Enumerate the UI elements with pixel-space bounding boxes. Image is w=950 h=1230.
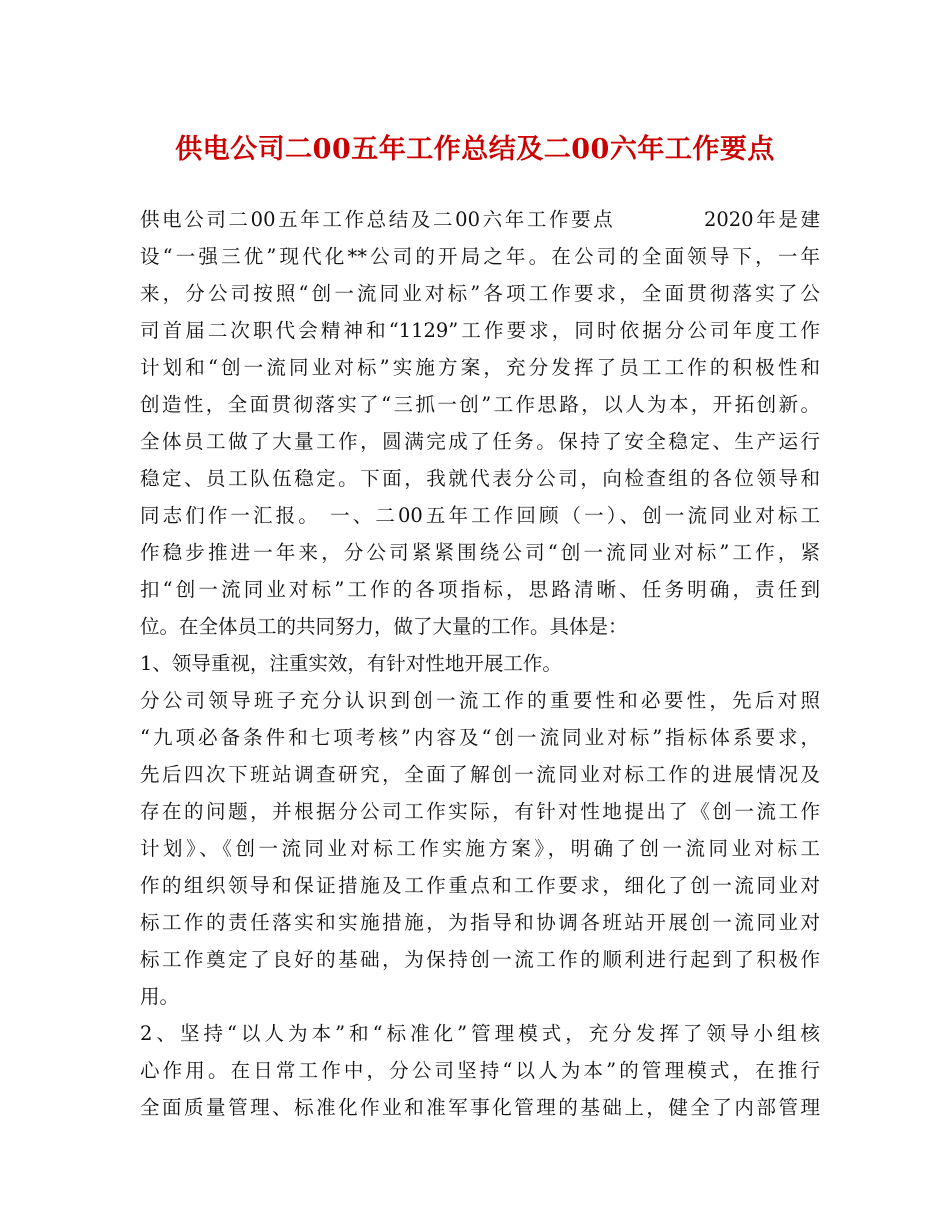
body-line: 用。 xyxy=(140,985,180,1008)
body-line: 先后四次下班站调查研究，全面了解创一流同业对标工作的进展情况及 xyxy=(140,763,820,786)
body-line: 稳定、员工队伍稳定。下面，我就代表分公司，向检查组的各位领导和 xyxy=(140,467,820,490)
body-line: 供电公司二00五年工作总结及二00六年工作要点 2020年是建 xyxy=(140,208,820,231)
body-line: 分公司领导班子充分认识到创一流工作的重要性和必要性，先后对照 xyxy=(140,689,820,712)
document-title: 供电公司二00五年工作总结及二00六年工作要点 xyxy=(175,134,775,165)
body-line: 标工作的责任落实和实施措施，为指导和协调各班站开展创一流同业对 xyxy=(140,911,820,934)
body-line: 1、领导重视，注重实效，有针对性地开展工作。 xyxy=(140,652,562,675)
body-line: 全体员工做了大量工作，圆满完成了任务。保持了安全稳定、生产运行 xyxy=(140,430,820,453)
document-body xyxy=(140,201,820,1126)
body-line: 作的组织领导和保证措施及工作重点和工作要求，细化了创一流同业对 xyxy=(140,874,820,897)
body-line: 同志们作一汇报。 一、二00五年工作回顾（一）、创一流同业对标工 xyxy=(140,504,820,527)
body-line: 2、坚持“以人为本”和“标准化”管理模式，充分发挥了领导小组核 xyxy=(140,1022,820,1045)
body-line: 位。在全体员工的共同努力，做了大量的工作。具体是： xyxy=(140,615,628,638)
body-line: “九项必备条件和七项考核”内容及“创一流同业对标”指标体系要求， xyxy=(140,726,820,749)
body-line: 计划》、《创一流同业对标工作实施方案》，明确了创一流同业对标工 xyxy=(140,837,820,860)
body-line: 作稳步推进一年来，分公司紧紧围绕公司“创一流同业对标”工作，紧 xyxy=(140,541,820,564)
body-line: 心作用。在日常工作中，分公司坚持“以人为本”的管理模式，在推行 xyxy=(140,1059,820,1082)
body-line: 扣“创一流同业对标”工作的各项指标，思路清晰、任务明确，责任到 xyxy=(140,578,820,601)
body-line: 设“一强三优”现代化**公司的开局之年。在公司的全面领导下，一年 xyxy=(140,245,820,268)
body-line: 来，分公司按照“创一流同业对标”各项工作要求，全面贯彻落实了公 xyxy=(140,282,820,305)
body-line: 存在的问题，并根据分公司工作实际，有针对性地提出了《创一流工作 xyxy=(140,800,820,823)
body-line: 创造性，全面贯彻落实了“三抓一创”工作思路，以人为本，开拓创新。 xyxy=(140,393,820,416)
body-line: 全面质量管理、标准化作业和准军事化管理的基础上，健全了内部管理 xyxy=(140,1096,820,1119)
body-line: 司首届二次职代会精神和“1129”工作要求，同时依据分公司年度工作 xyxy=(140,319,820,342)
body-line: 计划和“创一流同业对标”实施方案，充分发挥了员工工作的积极性和 xyxy=(140,356,820,379)
body-line: 标工作奠定了良好的基础，为保持创一流工作的顺利进行起到了积极作 xyxy=(140,948,820,971)
